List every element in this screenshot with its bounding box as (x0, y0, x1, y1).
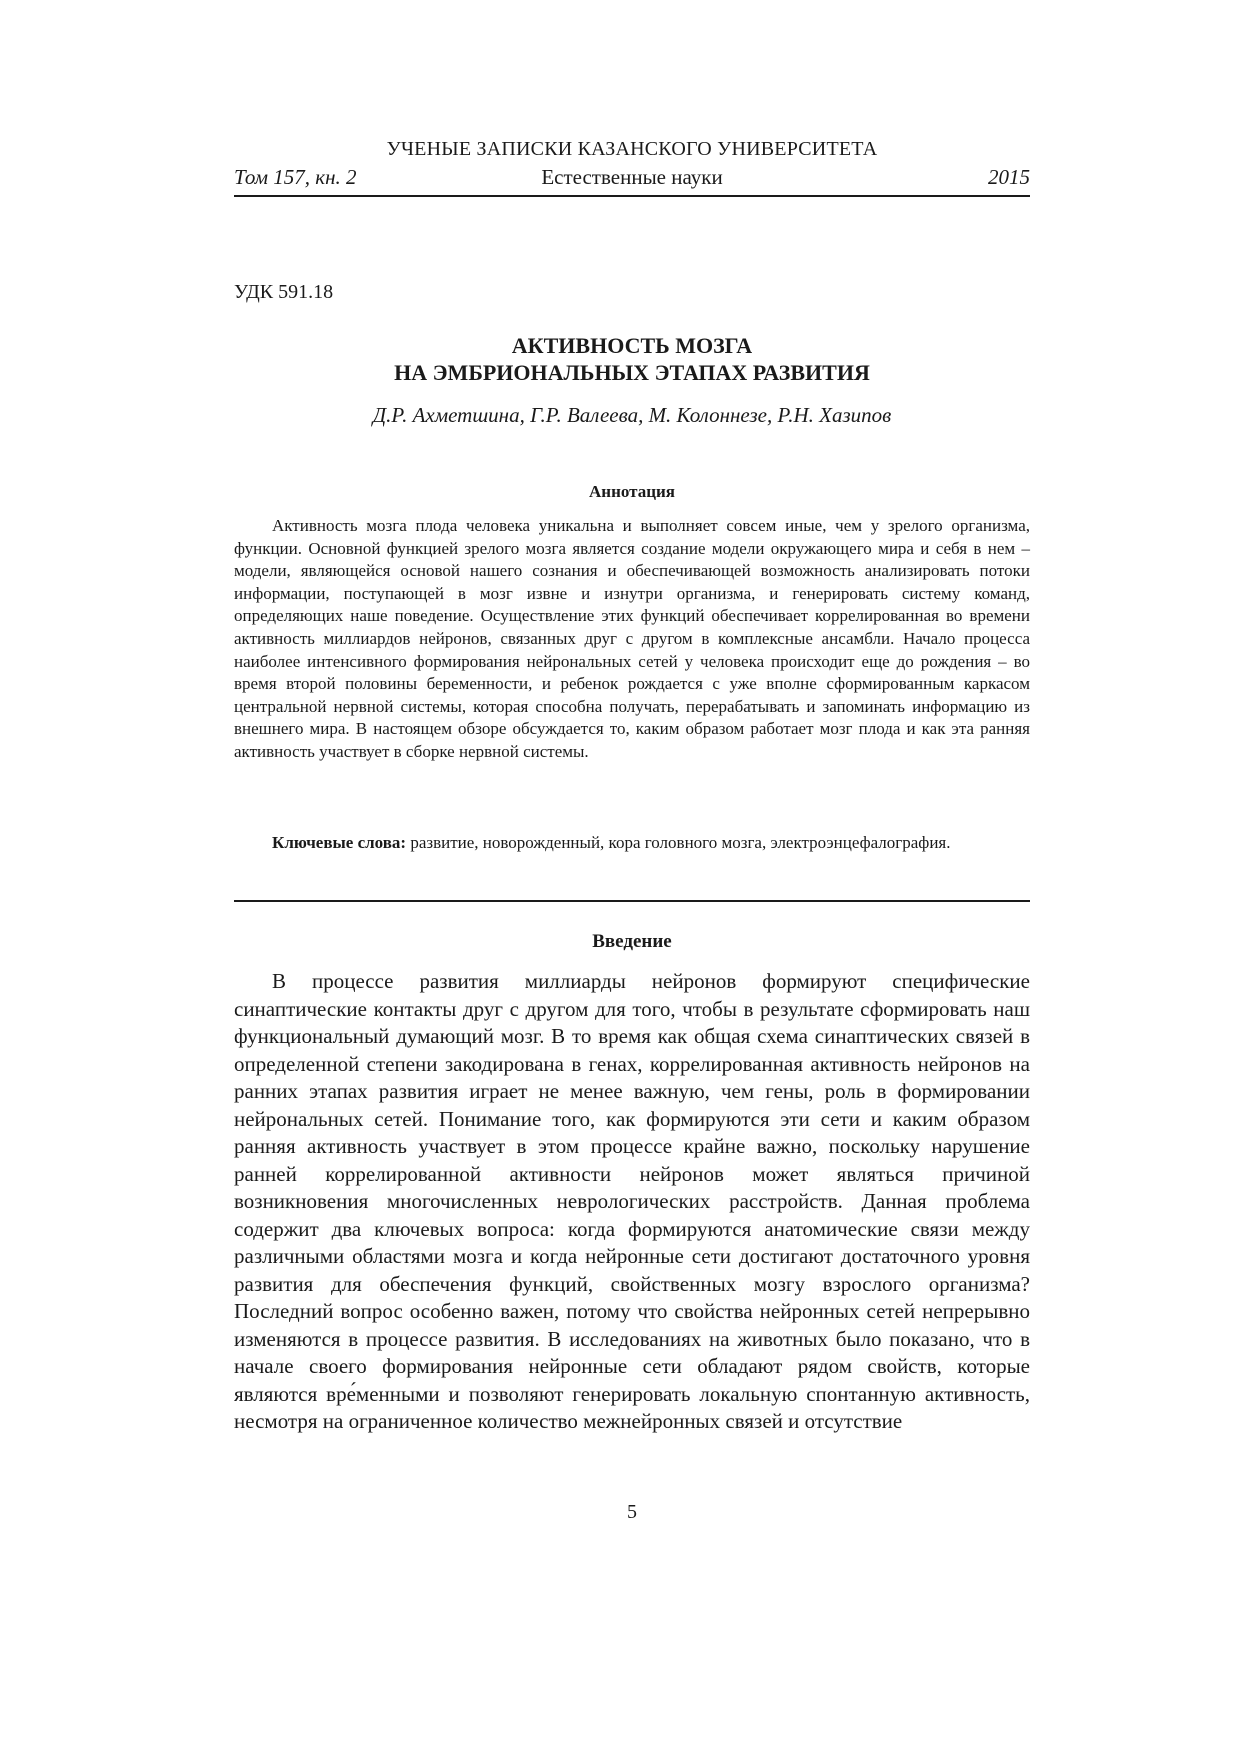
abstract-heading: Аннотация (589, 482, 675, 501)
article-title (234, 332, 1030, 386)
udc-code: УДК 591.18 (234, 281, 334, 303)
journal-title: УЧЕНЫЕ ЗАПИСКИ КАЗАНСКОГО УНИВЕРСИТЕТА (386, 138, 878, 160)
keywords (234, 832, 1030, 855)
article-title-line-1: АКТИВНОСТЬ МОЗГА (511, 333, 753, 358)
header-row (234, 164, 1030, 190)
keywords-text: развитие, новорожденный, кора головного мозга, электроэнцефалография. (406, 833, 951, 852)
volume-info: Том 157, кн. 2 (234, 165, 357, 189)
abstract-text: Активность мозга плода человека уникальна и выполняет совсем иные, чем у зрелого организма, функции. Основной функцией зрелого мозга является создание модели окружающего мира и себя в нем – модели, являющейся основой нашего сознания и обеспечивающей возможность анализировать потоки информации, поступающей в мозг извне и изнутри организма, и генерировать систему команд, определяющих наше поведение. Осуществление этих функций обеспечивает коррелированная во времени активность миллиардов нейронов, связанных друг с другом в комплексные ансамбли. Начало процесса наиболее интенсивного формирования нейрональных сетей у человека происходит еще до рождения – во время второй половины беременности, и ребенок рождается с уже вполне сформированным каркасом центральной нервной системы, которая способна получать, перерабатывать и запоминать информацию из внешнего мира. В настоящем обзоре обсуждается то, каким образом работает мозг плода и как эта ранняя активность участвует в сборке нервной системы. (234, 516, 1030, 761)
article-title-line-2: НА ЭМБРИОНАЛЬНЫХ ЭТАПАХ РАЗВИТИЯ (394, 360, 870, 385)
header-rule (234, 195, 1030, 197)
introduction-heading: Введение (592, 931, 672, 952)
page-number: 5 (627, 1501, 637, 1523)
keywords-label: Ключевые слова: (272, 833, 407, 852)
introduction-text: В процессе развития миллиарды нейронов формируют специфические синаптические контакты друг с другом для того, чтобы в результате сформировать наш функциональный думающий мозг. В то время как общая схема синаптических связей в определенной степени закодирована в генах, коррелированная активность нейронов на ранних этапах развития играет не менее важную, чем гены, роль в формировании нейрональных сетей. Понимание того, как формируются эти сети и каким образом ранняя активность участвует в этом процессе крайне важно, поскольку нарушение ранней коррелированной активности нейронов может являться причиной возникновения многочисленных неврологических расстройств. Данная проблема содержит два ключевых вопроса: когда формируются анатомические связи между различными областями мозга и когда нейронные сети достигают достаточного уровня развития для обеспечения функций, свойственных мозгу взрослого организма? Последний вопрос особенно важен, потому что свойства нейронных сетей непрерывно изменяются в процессе развития. В исследованиях на животных было показано, что в начале своего формирования нейронные сети обладают рядом свойств, которые являются вре́менными и позволяют генерировать локальную спонтанную активность, несмотря на ограниченное количество межнейронных связей и отсутствие (234, 969, 1030, 1433)
section-divider (234, 900, 1030, 902)
publication-year: 2015 (988, 165, 1030, 189)
authors: Д.Р. Ахметшина, Г.Р. Валеева, М. Колоннезе, Р.Н. Хазипов (372, 403, 892, 427)
section-name: Естественные науки (541, 165, 723, 189)
